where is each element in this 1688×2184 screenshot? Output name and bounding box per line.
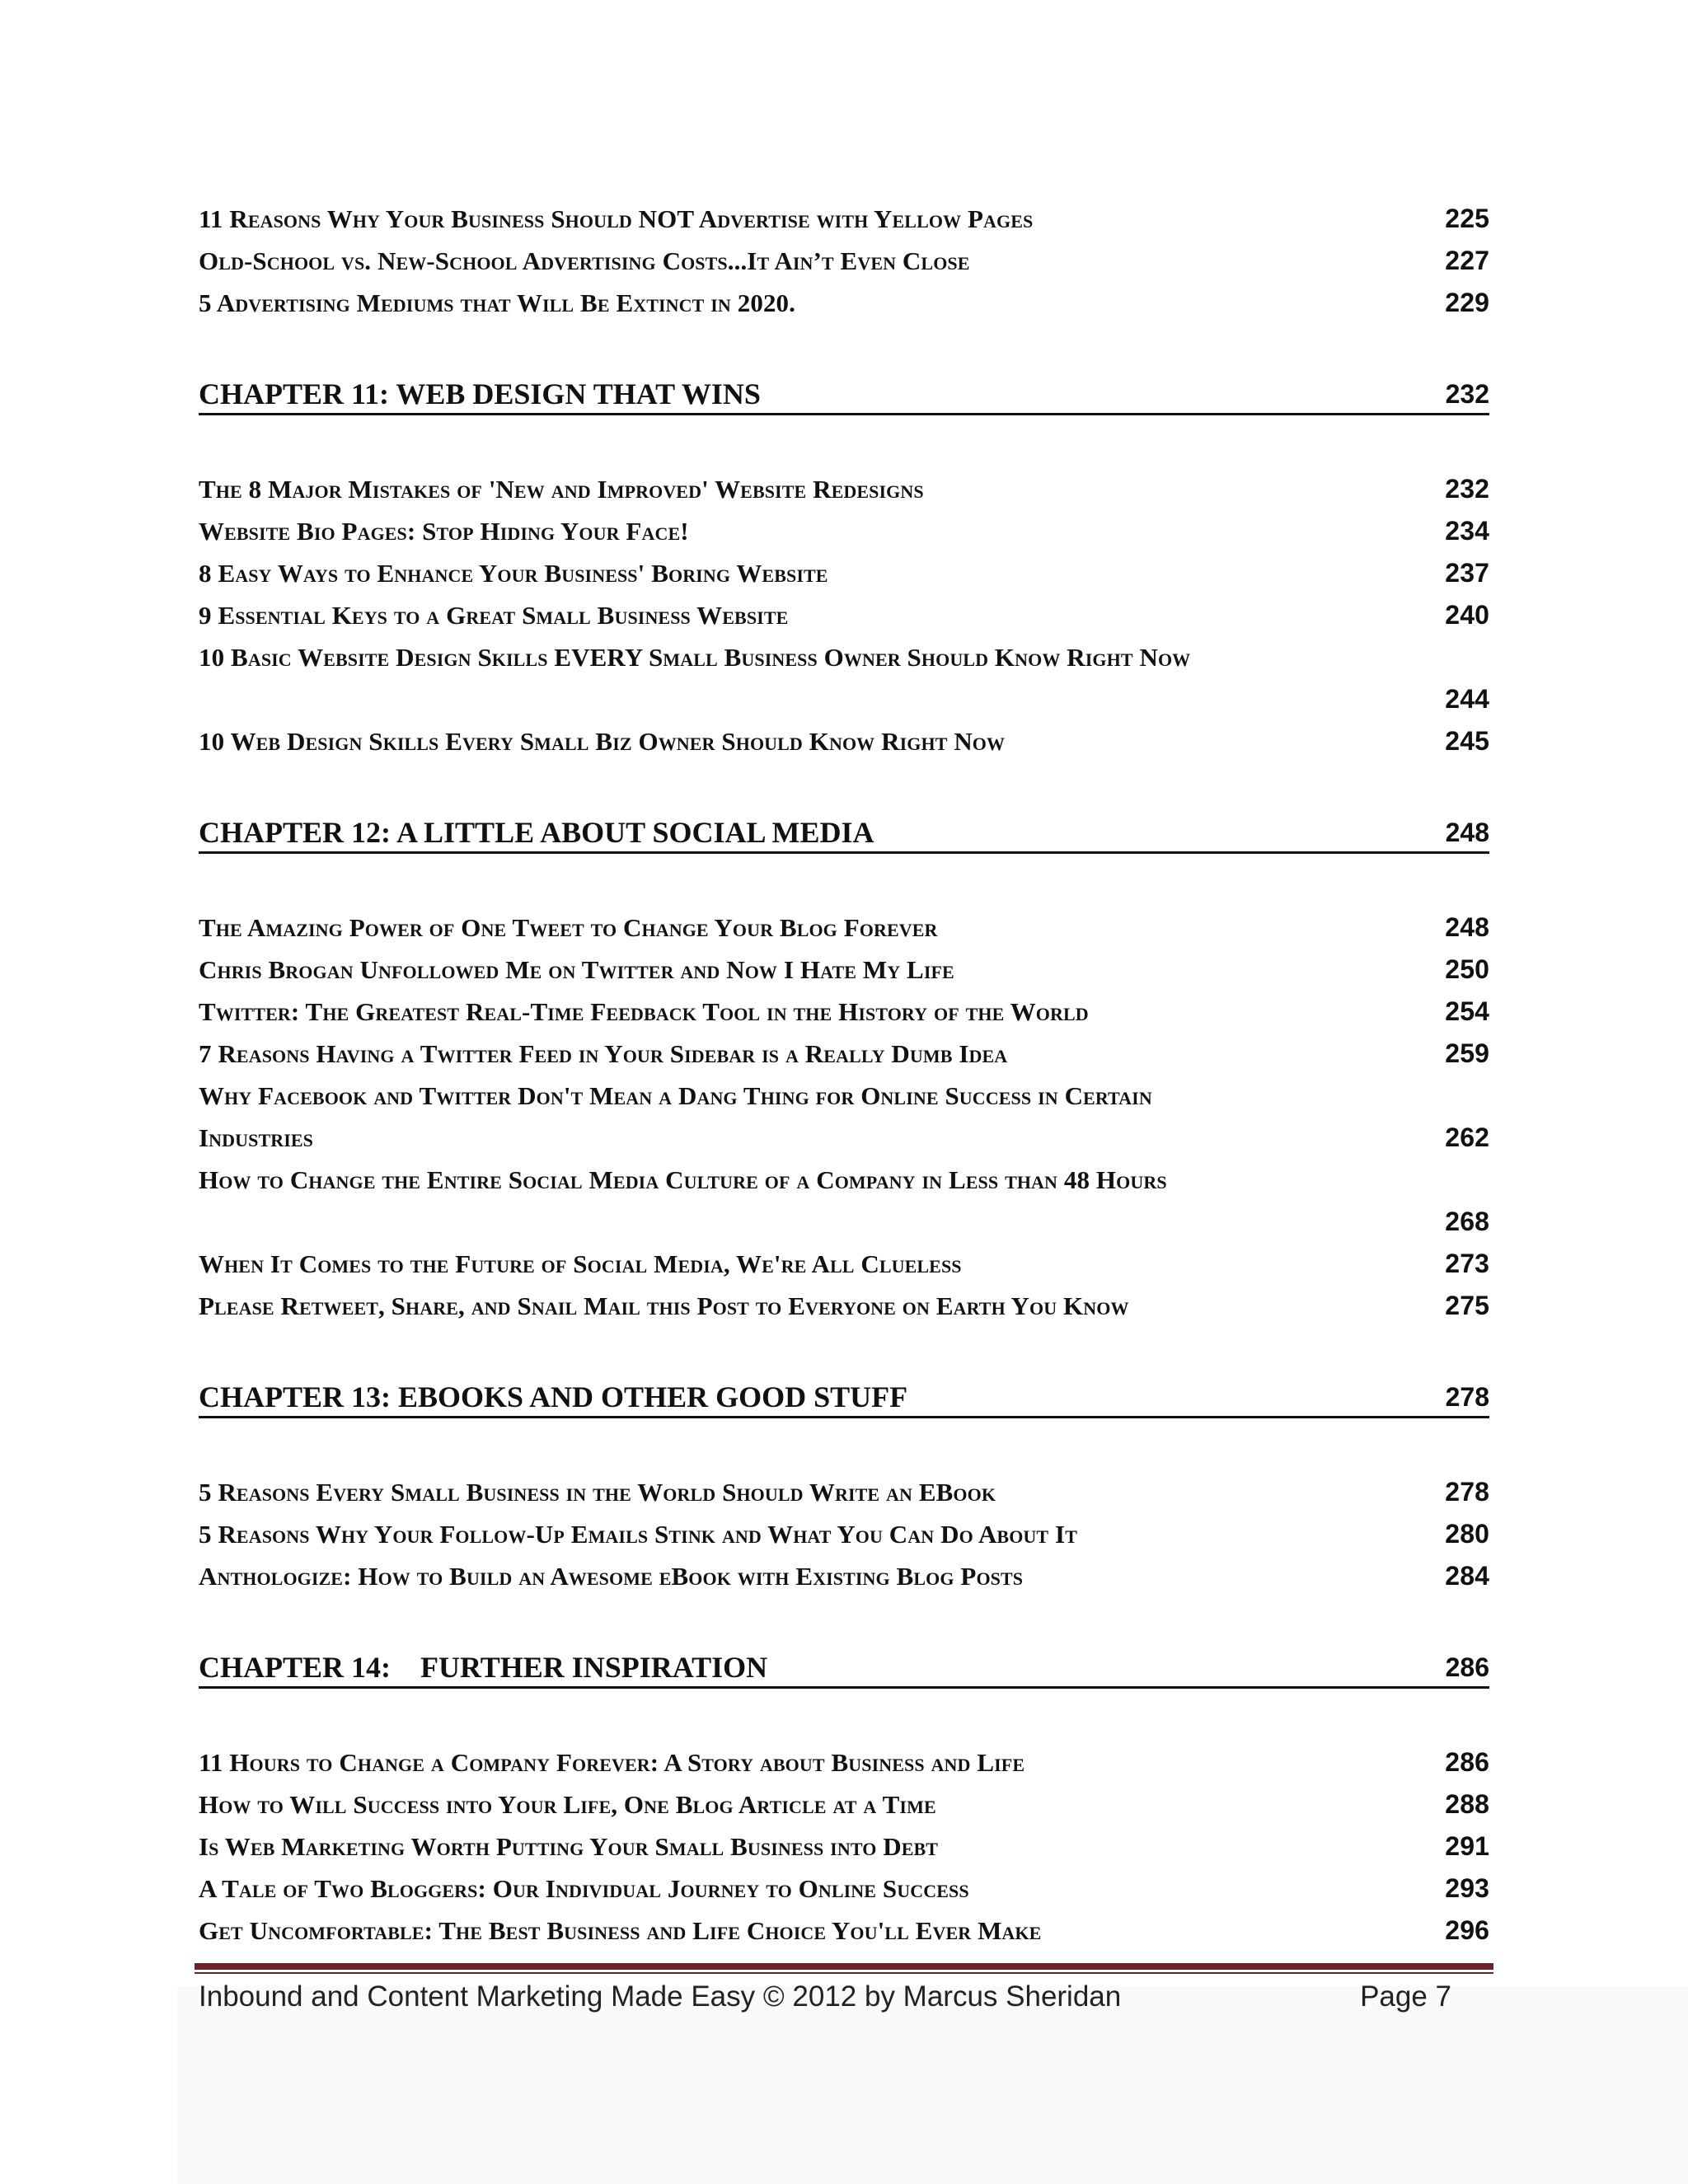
- toc-entry-page: 286: [1445, 1747, 1489, 1777]
- toc-entry-title: 5 Advertising Mediums that Will Be Extinct in 2020.: [199, 288, 796, 317]
- chapter-heading-14[interactable]: [199, 1648, 1489, 1689]
- toc-entry-title: Why Facebook and Twitter Don't Mean a Dang Thing for Online Success in Certain: [199, 1081, 1152, 1110]
- toc-entry-page: 291: [1445, 1831, 1489, 1861]
- toc-entry-title: Website Bio Pages: Stop Hiding Your Face!: [199, 517, 689, 546]
- toc-entry-title-continued: Industries: [199, 1123, 313, 1152]
- footer-divider-thin: [195, 1972, 1493, 1974]
- toc-entry-title: Anthologize: How to Build an Awesome eBook with Existing Blog Posts: [199, 1562, 1024, 1591]
- toc-entry[interactable]: [199, 1075, 1489, 1159]
- chapter-heading-12[interactable]: [199, 813, 1489, 854]
- toc-entry-title: How to Will Success into Your Life, One Blog Article at a Time: [199, 1790, 936, 1819]
- toc-entry[interactable]: [199, 1910, 1489, 1952]
- toc-entry[interactable]: [199, 468, 1489, 510]
- toc-entry-title: 11 Reasons Why Your Business Should NOT Advertise with Yellow Pages: [199, 204, 1034, 233]
- toc-entry-title: Is Web Marketing Worth Putting Your Small Business into Debt: [199, 1832, 939, 1861]
- toc-entry-page: 240: [1445, 600, 1489, 630]
- toc-entry[interactable]: [199, 1868, 1489, 1910]
- toc-entry[interactable]: [199, 1555, 1489, 1597]
- toc-entry-page: 250: [1445, 954, 1489, 984]
- toc-entry[interactable]: [199, 1243, 1489, 1285]
- toc-entry[interactable]: [199, 1513, 1489, 1555]
- chapter-page: 278: [1445, 1382, 1489, 1412]
- toc-entry[interactable]: [199, 594, 1489, 636]
- toc-entry-title: A Tale of Two Bloggers: Our Individual Journey to Online Success: [199, 1874, 969, 1903]
- toc-entry-page: 229: [1445, 288, 1489, 317]
- toc-entry-page: 278: [1445, 1477, 1489, 1507]
- toc-entry-title: The 8 Major Mistakes of 'New and Improved' Website Redesigns: [199, 475, 924, 504]
- toc-entry[interactable]: [199, 907, 1489, 949]
- toc-entry[interactable]: [199, 1159, 1489, 1243]
- toc-entry-title: 5 Reasons Every Small Business in the World Should Write an EBook: [199, 1478, 996, 1507]
- toc-entry-title: When It Comes to the Future of Social Media, We're All Clueless: [199, 1249, 962, 1278]
- toc-entry[interactable]: [199, 1033, 1489, 1075]
- chapter-heading-13[interactable]: [199, 1378, 1489, 1418]
- toc-entry-page: 245: [1445, 726, 1489, 756]
- chapter-title: CHAPTER 13: EBOOKS AND OTHER GOOD STUFF: [199, 1380, 908, 1413]
- footer-text: Inbound and Content Marketing Made Easy © 2012 by Marcus Sheridan: [199, 1980, 1122, 2013]
- chapter-page: 248: [1445, 818, 1489, 847]
- toc-entry-title: Get Uncomfortable: The Best Business and Life Choice You'll Ever Make: [199, 1916, 1042, 1945]
- toc-entry-page: 293: [1445, 1873, 1489, 1903]
- toc-entry-page: 248: [1445, 912, 1489, 942]
- toc-entry[interactable]: [199, 720, 1489, 762]
- toc-entry[interactable]: [199, 1825, 1489, 1868]
- toc-entry[interactable]: [199, 240, 1489, 282]
- toc-entry[interactable]: [199, 1285, 1489, 1327]
- toc-entry-page: 268: [1445, 1207, 1489, 1236]
- toc-entry-title: Chris Brogan Unfollowed Me on Twitter and Now I Hate My Life: [199, 955, 954, 984]
- toc-entry-page: 284: [1445, 1561, 1489, 1591]
- toc-entry[interactable]: [199, 991, 1489, 1033]
- toc-entry-page: 273: [1445, 1249, 1489, 1278]
- toc-entry-title: 7 Reasons Having a Twitter Feed in Your Sidebar is a Really Dumb Idea: [199, 1039, 1008, 1068]
- toc-entry-title: 10 Web Design Skills Every Small Biz Owner Should Know Right Now: [199, 727, 1006, 756]
- toc-entry-page: 225: [1445, 204, 1489, 233]
- toc-entry[interactable]: [199, 1471, 1489, 1513]
- toc-entry[interactable]: [199, 1783, 1489, 1825]
- toc-entry-title: Please Retweet, Share, and Snail Mail this Post to Everyone on Earth You Know: [199, 1291, 1129, 1320]
- toc-entry[interactable]: [199, 552, 1489, 594]
- toc-entry-page: 259: [1445, 1038, 1489, 1068]
- toc-entry-page: 275: [1445, 1291, 1489, 1320]
- toc-entry-page: 234: [1445, 516, 1489, 546]
- toc-entry-title: Twitter: The Greatest Real-Time Feedback Tool in the History of the World: [199, 997, 1089, 1026]
- toc-entry-page: 227: [1445, 246, 1489, 275]
- toc-entry-title: 5 Reasons Why Your Follow-Up Emails Stink and What You Can Do About It: [199, 1520, 1077, 1549]
- table-of-contents: [199, 198, 1489, 1952]
- chapter-heading-11[interactable]: [199, 375, 1489, 415]
- chapter-page: 286: [1445, 1652, 1489, 1682]
- toc-entry-title: The Amazing Power of One Tweet to Change Your Blog Forever: [199, 913, 938, 942]
- toc-entry[interactable]: [199, 198, 1489, 240]
- toc-entry-page: 254: [1445, 996, 1489, 1026]
- toc-entry[interactable]: [199, 636, 1489, 720]
- chapter-title: CHAPTER 14: FURTHER INSPIRATION: [199, 1651, 768, 1684]
- toc-entry-page: 296: [1445, 1915, 1489, 1945]
- toc-entry[interactable]: [199, 1741, 1489, 1783]
- toc-entry-page: 262: [1445, 1122, 1489, 1152]
- toc-entry-page: 288: [1445, 1789, 1489, 1819]
- chapter-page: 232: [1445, 379, 1489, 409]
- toc-entry-page: 232: [1445, 474, 1489, 504]
- toc-entry-title: Old-School vs. New-School Advertising Costs...It Ain’t Even Close: [199, 246, 970, 275]
- chapter-title: CHAPTER 11: WEB DESIGN THAT WINS: [199, 377, 761, 410]
- toc-entry-page: 280: [1445, 1519, 1489, 1549]
- toc-entry-title: 8 Easy Ways to Enhance Your Business' Boring Website: [199, 559, 828, 588]
- toc-entry[interactable]: [199, 282, 1489, 324]
- toc-entry-title: 10 Basic Website Design Skills EVERY Small Business Owner Should Know Right Now: [199, 643, 1191, 672]
- toc-entry-title: How to Change the Entire Social Media Culture of a Company in Less than 48 Hours: [199, 1165, 1167, 1194]
- toc-entry-page: 244: [1445, 684, 1489, 714]
- footer-divider: [195, 1963, 1493, 1974]
- toc-entry-page: 237: [1445, 558, 1489, 588]
- toc-entry[interactable]: [199, 510, 1489, 552]
- footer-divider-thick: [195, 1963, 1493, 1970]
- page-number: Page 7: [1360, 1980, 1451, 2013]
- toc-entry[interactable]: [199, 949, 1489, 991]
- toc-entry-title: 9 Essential Keys to a Great Small Business Website: [199, 601, 789, 630]
- chapter-title: CHAPTER 12: A LITTLE ABOUT SOCIAL MEDIA: [199, 816, 874, 849]
- toc-entry-title: 11 Hours to Change a Company Forever: A Story about Business and Life: [199, 1748, 1025, 1777]
